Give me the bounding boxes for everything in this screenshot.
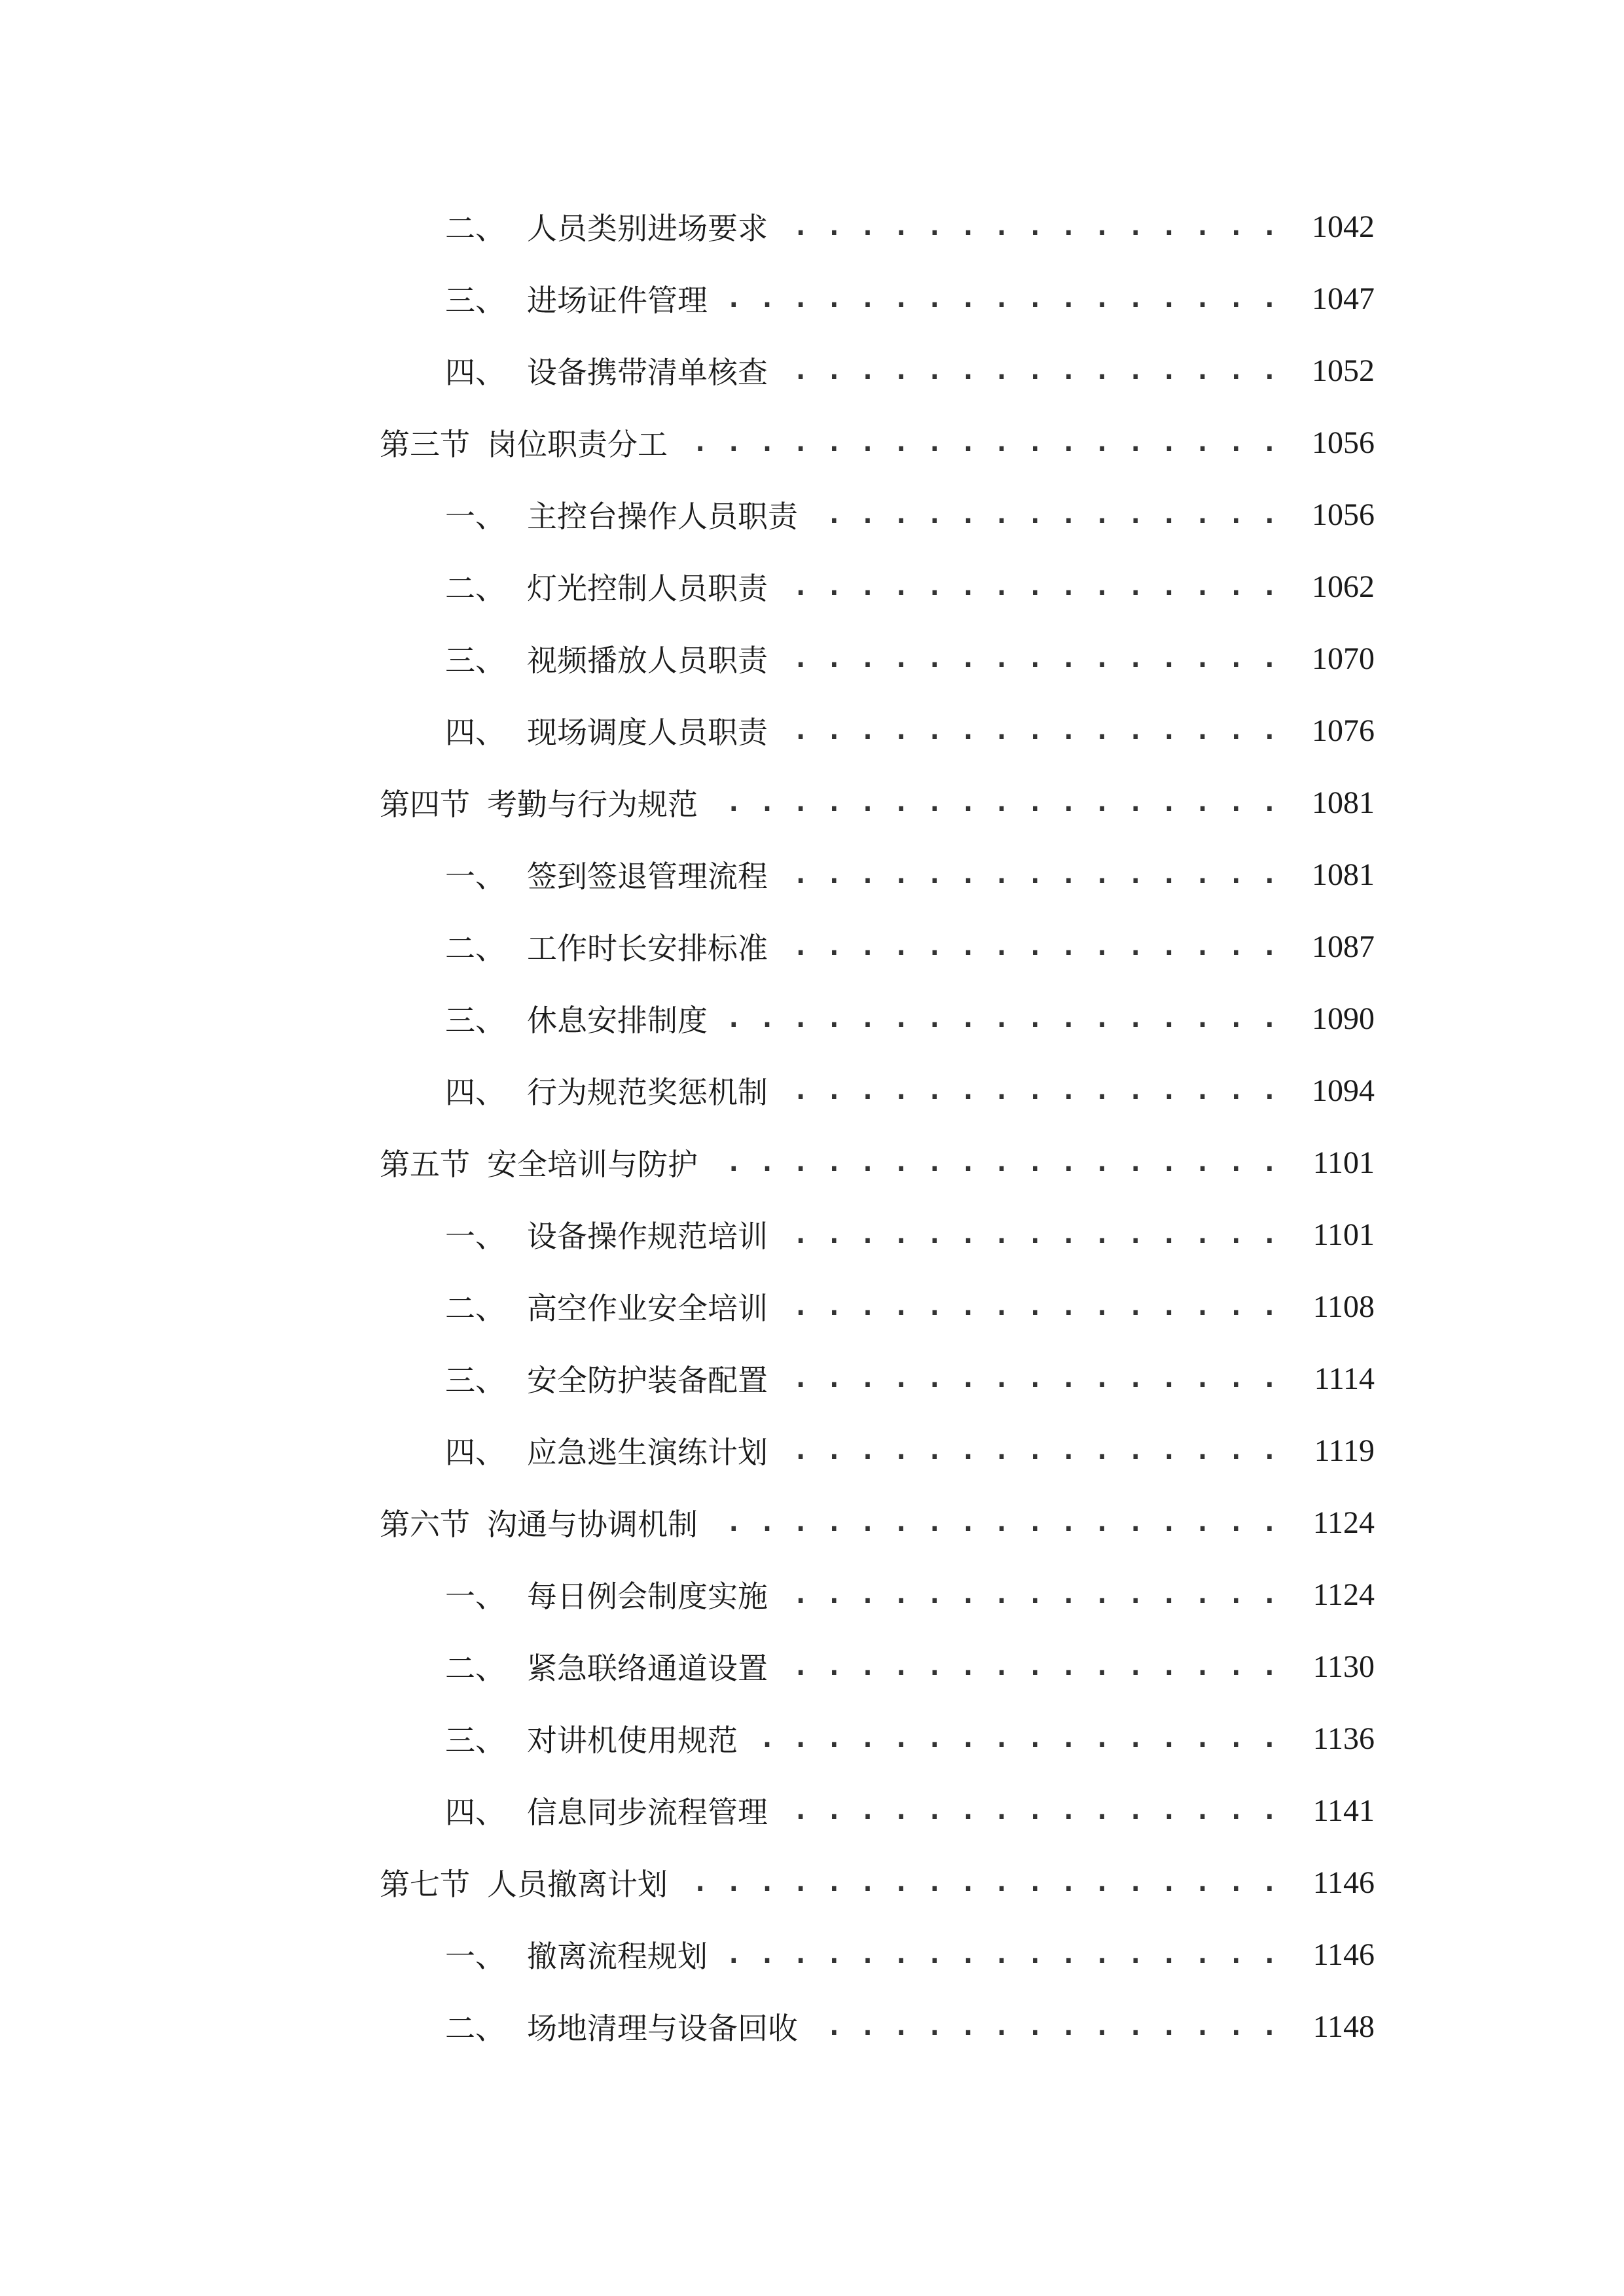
toc-section-entry[interactable]	[380, 766, 1375, 838]
toc-page-number: 1062	[1312, 569, 1375, 604]
toc-subsection-entry[interactable]	[380, 1702, 1375, 1774]
toc-dot-leader	[777, 1291, 1278, 1321]
toc-entry-title: 设备操作规范培训	[527, 1219, 768, 1254]
toc-entry-title: 岗位职责分工	[487, 427, 668, 462]
toc-entry-number: 第六节	[380, 1507, 470, 1542]
toc-page-number: 1141	[1312, 1793, 1375, 1828]
toc-entry-title: 视频播放人员职责	[527, 643, 768, 678]
toc-entry-number: 四、	[445, 1435, 505, 1470]
toc-entry-number: 三、	[445, 1363, 505, 1398]
toc-entry-title: 人员撤离计划	[487, 1867, 668, 1902]
toc-entry-title: 设备携带清单核查	[527, 355, 768, 390]
toc-dot-leader	[777, 1795, 1278, 1825]
toc-dot-leader	[777, 715, 1278, 745]
toc-page-number: 1094	[1312, 1073, 1375, 1108]
toc-page-number: 1090	[1312, 1001, 1375, 1036]
toc-entry-title: 高空作业安全培训	[527, 1291, 768, 1326]
toc-dot-leader	[777, 859, 1278, 889]
toc-dot-leader	[707, 1507, 1278, 1537]
toc-subsection-entry[interactable]	[380, 838, 1375, 910]
toc-page-number: 1056	[1312, 497, 1375, 532]
toc-page-number: 1081	[1312, 857, 1375, 892]
toc-entry-number: 二、	[445, 571, 505, 606]
toc-entry-number: 第五节	[380, 1147, 470, 1182]
toc-subsection-entry[interactable]	[380, 1630, 1375, 1702]
toc-entry-title: 休息安排制度	[527, 1003, 708, 1038]
toc-dot-leader	[717, 1939, 1278, 1969]
toc-entry-title: 行为规范奖惩机制	[527, 1075, 768, 1110]
toc-entry-title: 安全防护装备配置	[527, 1363, 768, 1398]
toc-entry-number: 二、	[445, 1291, 505, 1326]
toc-entry-number: 一、	[445, 1579, 505, 1614]
toc-page-number: 1101	[1312, 1217, 1375, 1252]
toc-dot-leader	[777, 571, 1278, 601]
toc-page-number: 1052	[1312, 353, 1375, 388]
toc-entry-number: 第四节	[380, 787, 470, 822]
toc-entry-number: 三、	[445, 1723, 505, 1758]
toc-entry-number: 四、	[445, 1795, 505, 1830]
toc-subsection-entry[interactable]	[380, 1414, 1375, 1486]
toc-entry-number: 三、	[445, 283, 505, 318]
toc-dot-leader	[777, 1579, 1278, 1609]
toc-page-number: 1124	[1312, 1577, 1375, 1612]
table-of-contents	[380, 190, 1375, 2062]
toc-subsection-entry[interactable]	[380, 622, 1375, 694]
toc-entry-number: 一、	[445, 1939, 505, 1974]
toc-page-number: 1042	[1312, 209, 1375, 244]
toc-entry-title: 现场调度人员职责	[527, 715, 768, 750]
toc-subsection-entry[interactable]	[380, 1198, 1375, 1270]
toc-entry-title: 签到签退管理流程	[527, 859, 768, 894]
toc-page-number: 1076	[1312, 713, 1375, 748]
toc-entry-title: 进场证件管理	[527, 283, 708, 318]
toc-dot-leader	[717, 1003, 1278, 1033]
toc-entry-number: 一、	[445, 1219, 505, 1254]
toc-dot-leader	[717, 283, 1278, 314]
toc-page-number: 1047	[1312, 281, 1375, 316]
toc-entry-title: 主控台操作人员职责	[527, 499, 798, 534]
toc-entry-number: 第七节	[380, 1867, 470, 1902]
toc-section-entry[interactable]	[380, 406, 1375, 478]
toc-dot-leader	[677, 1867, 1278, 1897]
toc-subsection-entry[interactable]	[380, 1342, 1375, 1414]
toc-page-number: 1130	[1312, 1649, 1375, 1684]
toc-page-number: 1119	[1314, 1433, 1375, 1468]
toc-page-number: 1056	[1312, 425, 1375, 460]
toc-entry-title: 沟通与协调机制	[487, 1507, 698, 1542]
toc-dot-leader	[777, 1651, 1278, 1681]
toc-subsection-entry[interactable]	[380, 550, 1375, 622]
toc-dot-leader	[807, 2011, 1278, 2041]
toc-subsection-entry[interactable]	[380, 190, 1375, 262]
toc-entry-number: 二、	[445, 211, 505, 246]
toc-entry-title: 对讲机使用规范	[527, 1723, 738, 1758]
toc-subsection-entry[interactable]	[380, 262, 1375, 334]
toc-entry-number: 二、	[445, 2011, 505, 2046]
toc-entry-title: 人员类别进场要求	[527, 211, 768, 246]
toc-entry-number: 三、	[445, 643, 505, 678]
toc-entry-title: 灯光控制人员职责	[527, 571, 768, 606]
toc-entry-title: 每日例会制度实施	[527, 1579, 768, 1614]
toc-entry-number: 一、	[445, 499, 505, 534]
toc-entry-number: 第三节	[380, 427, 470, 462]
toc-dot-leader	[777, 643, 1278, 673]
toc-entry-number: 四、	[445, 715, 505, 750]
toc-entry-number: 四、	[445, 1075, 505, 1110]
toc-dot-leader	[777, 211, 1278, 242]
toc-section-entry[interactable]	[380, 1846, 1375, 1918]
toc-page-number: 1146	[1312, 1865, 1375, 1900]
toc-entry-number: 二、	[445, 931, 505, 966]
toc-dot-leader	[677, 427, 1278, 457]
toc-dot-leader	[707, 787, 1278, 817]
toc-dot-leader	[777, 355, 1278, 386]
toc-subsection-entry[interactable]	[380, 910, 1375, 982]
toc-subsection-entry[interactable]	[380, 334, 1375, 406]
toc-subsection-entry[interactable]	[380, 1270, 1375, 1342]
toc-entry-number: 一、	[445, 859, 505, 894]
toc-dot-leader	[747, 1723, 1278, 1753]
toc-page-number: 1081	[1312, 785, 1375, 820]
toc-subsection-entry[interactable]	[380, 1918, 1375, 1990]
toc-subsection-entry[interactable]	[380, 982, 1375, 1054]
toc-entry-title: 紧急联络通道设置	[527, 1651, 768, 1686]
toc-dot-leader	[777, 931, 1278, 961]
toc-entry-title: 工作时长安排标准	[527, 931, 768, 966]
toc-dot-leader	[777, 1435, 1278, 1465]
toc-entry-title: 信息同步流程管理	[527, 1795, 768, 1830]
toc-entry-title: 应急逃生演练计划	[527, 1435, 768, 1470]
toc-section-entry[interactable]	[380, 1486, 1375, 1558]
toc-subsection-entry[interactable]	[380, 694, 1375, 766]
toc-page-number: 1087	[1312, 929, 1375, 964]
toc-page-number: 1148	[1312, 2009, 1375, 2044]
toc-page-number: 1108	[1312, 1289, 1375, 1324]
toc-entry-title: 考勤与行为规范	[487, 787, 698, 822]
toc-subsection-entry[interactable]	[380, 1054, 1375, 1126]
toc-page-number: 1124	[1312, 1505, 1375, 1540]
toc-page-number: 1101	[1312, 1145, 1375, 1180]
toc-page-number: 1146	[1312, 1937, 1375, 1972]
toc-entry-number: 四、	[445, 355, 505, 390]
toc-subsection-entry[interactable]	[380, 1558, 1375, 1630]
toc-entry-title: 安全培训与防护	[487, 1147, 698, 1182]
toc-dot-leader	[707, 1147, 1278, 1177]
toc-subsection-entry[interactable]	[380, 1774, 1375, 1846]
toc-dot-leader	[807, 499, 1278, 529]
toc-dot-leader	[777, 1219, 1278, 1249]
toc-entry-title: 场地清理与设备回收	[527, 2011, 798, 2046]
toc-page-number: 1114	[1314, 1361, 1375, 1396]
toc-dot-leader	[777, 1363, 1278, 1393]
toc-entry-number: 三、	[445, 1003, 505, 1038]
toc-entry-number: 二、	[445, 1651, 505, 1686]
toc-subsection-entry[interactable]	[380, 478, 1375, 550]
toc-section-entry[interactable]	[380, 1126, 1375, 1198]
toc-entry-title: 撤离流程规划	[527, 1939, 708, 1974]
toc-subsection-entry[interactable]	[380, 1990, 1375, 2062]
toc-page-number: 1070	[1312, 641, 1375, 676]
toc-dot-leader	[777, 1075, 1278, 1105]
toc-page-number: 1136	[1312, 1721, 1375, 1756]
